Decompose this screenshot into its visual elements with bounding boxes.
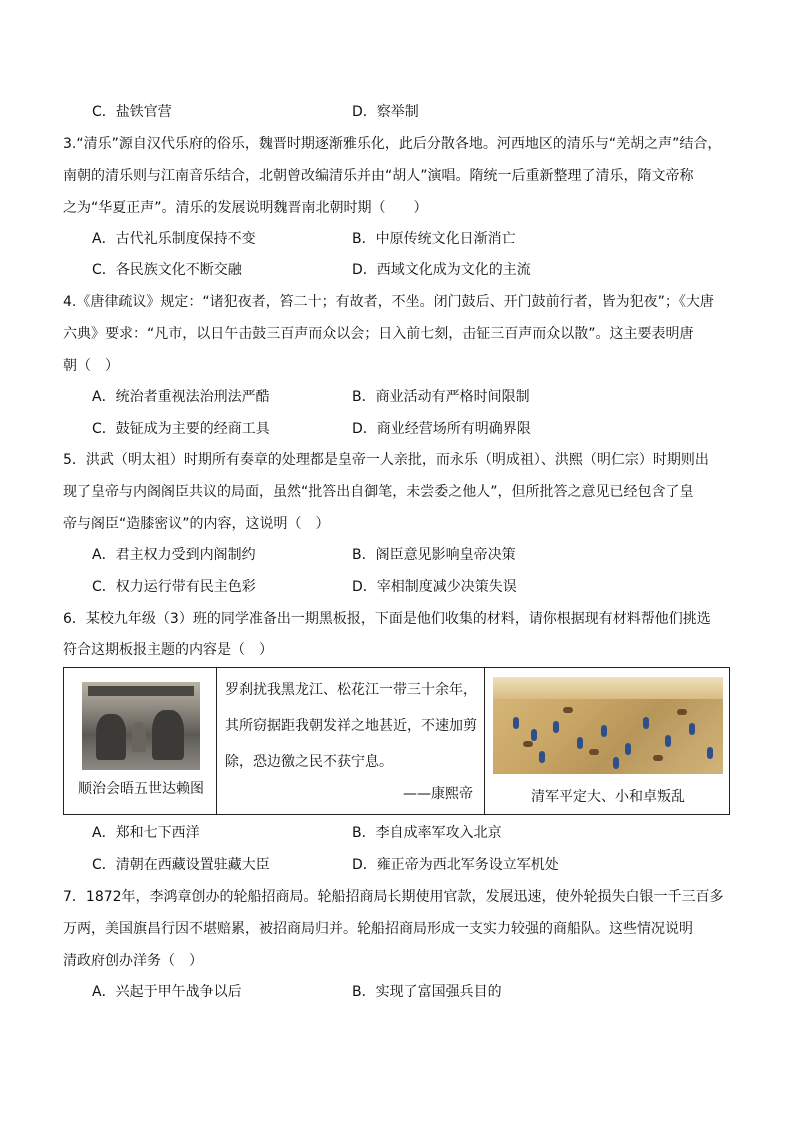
q4-option-c[interactable]: C．鼓钲成为主要的经商工具	[92, 421, 270, 437]
q6-option-a[interactable]: A．郑和七下西洋	[92, 825, 200, 841]
q5-stem-line-3: 帝与阁臣“造膝密议”的内容，这说明（ ）	[63, 516, 330, 532]
q3-option-a[interactable]: A．古代礼乐制度保持不变	[92, 231, 256, 247]
q7-stem-line-1: 7．1872年，李鸿章创办的轮船招商局。轮船招商局长期使用官款，发展迅速，使外轮损失白银一千三百多	[63, 889, 724, 905]
q3-stem-line-2: 南朝的清乐则与江南音乐结合，北朝曾改编清乐并由“胡人”演唱。隋统一后重新整理了清乐，隋文帝称	[63, 168, 694, 184]
q5-option-a[interactable]: A．君主权力受到内阁制约	[92, 547, 256, 563]
kangxi-quote-line-2: 其所窃据距我朝发祥之地甚近，不速加剪	[225, 718, 477, 734]
q4-option-a[interactable]: A．统治者重视法治刑法严酷	[92, 389, 270, 405]
q3-option-d[interactable]: D．西域文化成为文化的主流	[352, 262, 531, 278]
q2-option-c[interactable]: C．盐铁官营	[92, 104, 172, 120]
q4-stem-line-1: 4.《唐律疏议》规定：“诸犯夜者，笞二十；有故者，不坐。闭门鼓后、开门鼓前行者，皆为犯夜”；《大唐	[63, 294, 714, 310]
q6-stem-line-2: 符合这期板报主题的内容是（ ）	[63, 642, 273, 658]
image-caption-3: 清军平定大、小和卓叛乱	[531, 789, 685, 805]
material-cell-2	[217, 668, 485, 814]
q6-option-c[interactable]: C．清朝在西藏设置驻藏大臣	[92, 857, 270, 873]
quote-attribution: ——康熙帝	[403, 786, 473, 802]
q5-option-d[interactable]: D．宰相制度减少决策失误	[352, 579, 517, 595]
q4-stem-line-2: 六典》要求：“凡市，以日午击鼓三百声而众以会；日入前七刻，击钲三百声而众以散”。这主要表明唐	[63, 326, 694, 342]
dalai-lama-meeting-image	[82, 682, 200, 770]
q2-option-d[interactable]: D．察举制	[352, 104, 419, 120]
q5-stem-line-1: 5．洪武（明太祖）时期所有奏章的处理都是皇帝一人亲批，而永乐（明成祖）、洪熙（明仁宗）时期则出	[63, 452, 709, 468]
q6-option-b[interactable]: B．李自成率军攻入北京	[352, 825, 502, 841]
battle-scene-image	[493, 677, 723, 774]
q7-stem-line-3: 清政府创办洋务（ ）	[63, 953, 203, 969]
q6-option-d[interactable]: D．雍正帝为西北军务设立军机处	[352, 857, 559, 873]
q7-stem-line-2: 万两，美国旗昌行因不堪赔累，被招商局归并。轮船招商局形成一支实力较强的商船队。这些情况说明	[63, 921, 693, 937]
q7-option-b[interactable]: B．实现了富国强兵目的	[352, 984, 502, 1000]
q3-option-c[interactable]: C．各民族文化不断交融	[92, 262, 242, 278]
material-cell-1	[64, 668, 217, 814]
q3-stem-line-1: 3.“清乐”源自汉代乐府的俗乐，魏晋时期逐渐雅乐化，此后分散各地。河西地区的清乐与“羌胡之声”结合，	[63, 136, 722, 152]
q6-stem-line-1: 6．某校九年级（3）班的同学准备出一期黑板报，下面是他们收集的材料，请你根据现有材料帮他们挑选	[63, 611, 711, 627]
kangxi-quote-line-1: 罗刹扰我黑龙江、松花江一带三十余年，	[225, 682, 477, 698]
q4-option-b[interactable]: B．商业活动有严格时间限制	[352, 389, 530, 405]
q5-stem-line-2: 现了皇帝与内阁阁臣共议的局面，虽然“批答出自御笔，未尝委之他人”，但所批答之意见已经包含了皇	[63, 484, 694, 500]
material-cell-3	[485, 668, 729, 814]
q4-option-d[interactable]: D．商业经营场所有明确界限	[352, 421, 531, 437]
q3-stem-line-3: 之为“华夏正声”。清乐的发展说明魏晋南北朝时期（ ）	[63, 200, 428, 216]
image-caption-1: 顺治会晤五世达赖图	[78, 781, 204, 797]
q7-option-a[interactable]: A．兴起于甲午战争以后	[92, 984, 242, 1000]
kangxi-quote-line-3: 除，恐边徼之民不获宁息。	[225, 754, 393, 770]
q3-option-b[interactable]: B．中原传统文化日渐消亡	[352, 231, 516, 247]
q4-stem-line-3: 朝（ ）	[63, 358, 119, 374]
q6-material-table	[63, 667, 730, 815]
q5-option-c[interactable]: C．权力运行带有民主色彩	[92, 579, 256, 595]
q5-option-b[interactable]: B．阁臣意见影响皇帝决策	[352, 547, 516, 563]
